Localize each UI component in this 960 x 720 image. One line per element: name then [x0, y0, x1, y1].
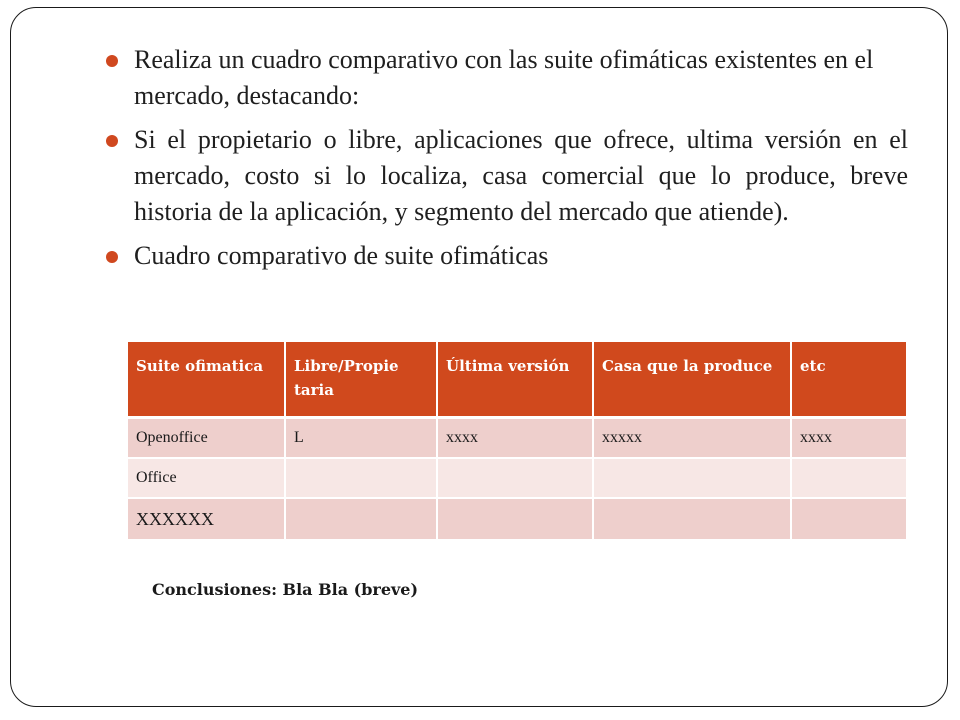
table-cell — [438, 499, 594, 541]
table-row — [128, 499, 908, 541]
table-cell: xxxxx — [594, 419, 792, 459]
table-cell: xxxx — [792, 419, 908, 459]
bullet-dot-icon — [106, 251, 118, 263]
table-cell: XXXXXX — [128, 499, 286, 541]
conclusions-text: Conclusiones: Bla Bla (breve) — [152, 580, 419, 599]
header-suite: Suite ofimatica — [128, 342, 286, 419]
header-license: Libre/Propie taria — [286, 342, 438, 419]
header-company: Casa que la produce — [594, 342, 792, 419]
table-header-row — [128, 342, 908, 419]
table-cell — [286, 459, 438, 499]
header-version: Última versión — [438, 342, 594, 419]
bullet-item-details — [106, 122, 908, 230]
table-row — [128, 459, 908, 499]
table-cell — [438, 459, 594, 499]
bullet-dot-icon — [106, 55, 118, 67]
comparison-table — [128, 342, 908, 541]
bullet-text: Si el propietario o libre, aplicaciones que ofrece, ultima versión en el mercado, costo si lo localiza, casa comercial que lo produce, breve historia de la aplicación, y segmento del mercado que atiende). — [134, 125, 908, 226]
table-cell — [594, 499, 792, 541]
table-cell: Office — [128, 459, 286, 499]
table-row — [128, 419, 908, 459]
bullet-item-table-title — [106, 238, 908, 274]
table-cell — [286, 499, 438, 541]
header-etc: etc — [792, 342, 908, 419]
bullet-list — [106, 42, 908, 282]
bullet-text: Cuadro comparativo de suite ofimáticas — [134, 241, 549, 270]
bullet-item-instruction — [106, 42, 908, 114]
table-cell: xxxx — [438, 419, 594, 459]
table-cell: Openoffice — [128, 419, 286, 459]
table-cell — [792, 499, 908, 541]
table-cell: L — [286, 419, 438, 459]
table-cell — [594, 459, 792, 499]
bullet-text: Realiza un cuadro comparativo con las suite ofimáticas existentes en el mercado, destacando: — [134, 45, 874, 110]
table-cell — [792, 459, 908, 499]
bullet-dot-icon — [106, 135, 118, 147]
